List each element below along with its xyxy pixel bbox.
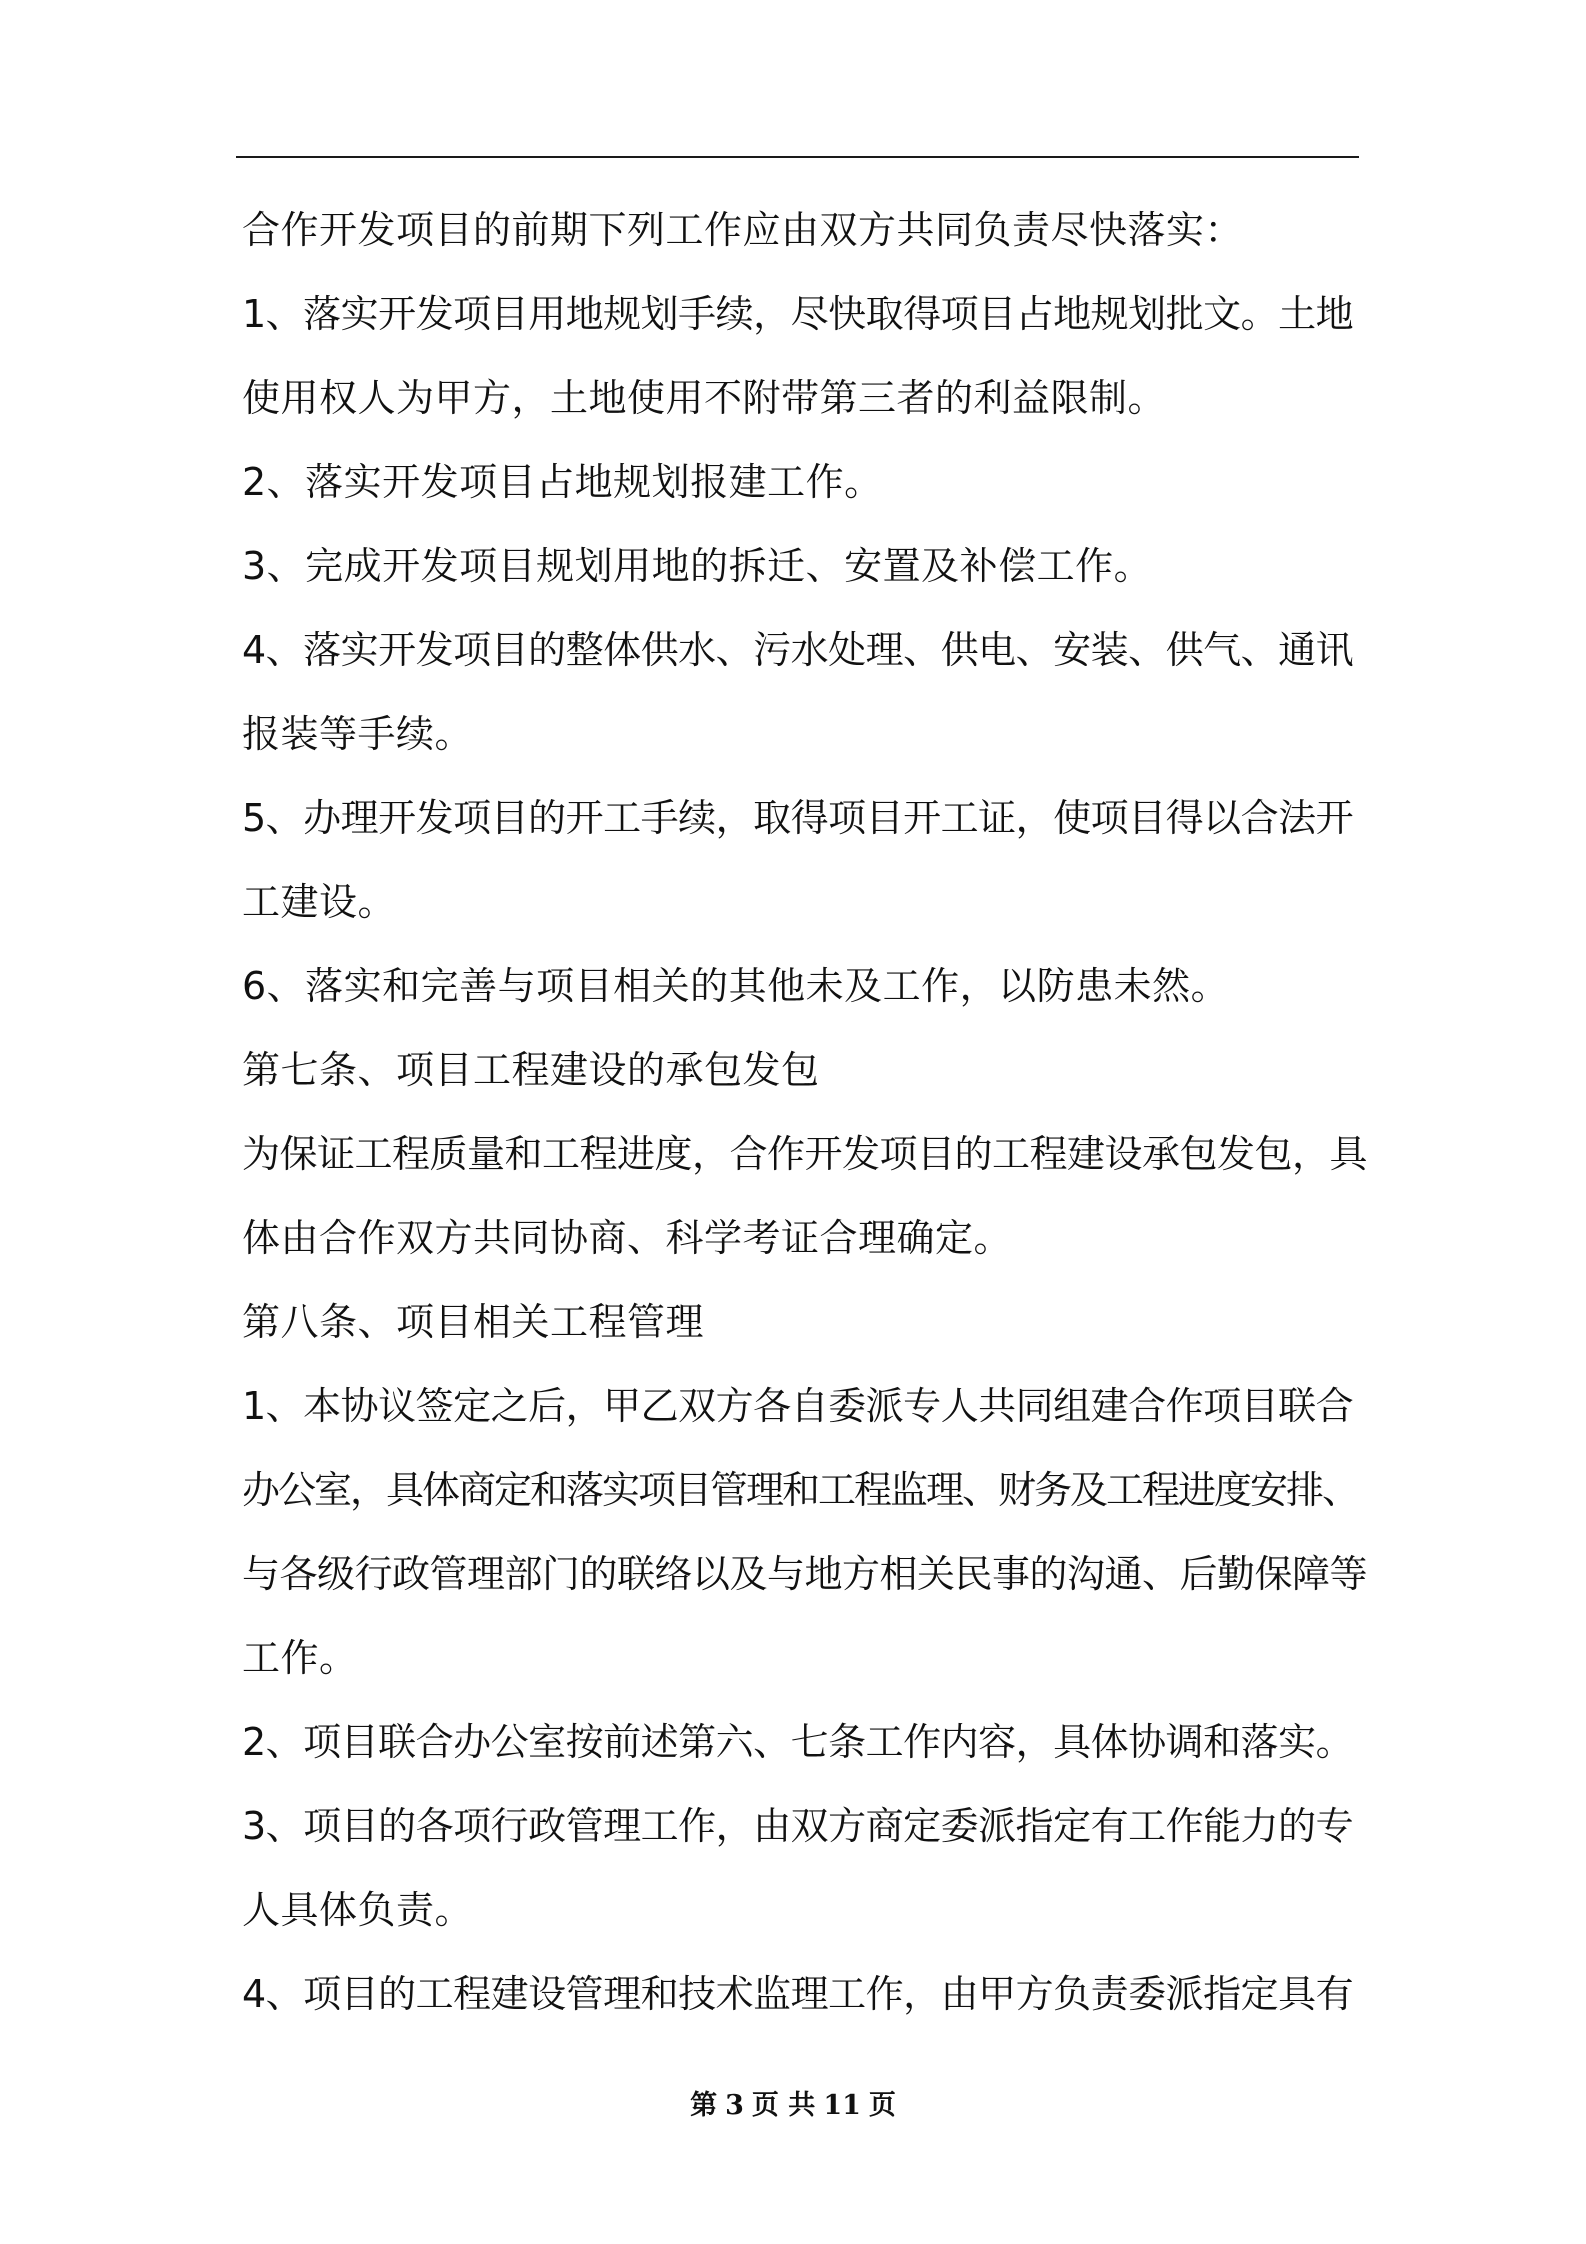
footer-prefix: 第 — [690, 2090, 718, 2121]
body-line: 3、完成开发项目规划用地的拆迁、安置及补偿工作。 — [242, 544, 1153, 588]
page-footer — [0, 2086, 1586, 2126]
body-line: 2、落实开发项目占地规划报建工作。 — [242, 460, 883, 504]
header-rule — [236, 156, 1359, 158]
body-line: 3、项目的各项行政管理工作，由双方商定委派指定有工作能力的专 — [242, 1804, 1354, 1848]
body-line: 工作。 — [242, 1636, 358, 1680]
section-heading: 第七条、项目工程建设的承包发包 — [242, 1048, 820, 1092]
section-heading: 第八条、项目相关工程管理 — [242, 1300, 705, 1344]
body-line: 4、项目的工程建设管理和技术监理工作，由甲方负责委派指定具有 — [242, 1972, 1354, 2016]
body-line: 4、落实开发项目的整体供水、污水处理、供电、安装、供气、通讯 — [242, 628, 1354, 672]
body-line: 6、落实和完善与项目相关的其他未及工作，以防患未然。 — [242, 964, 1230, 1008]
footer-middle: 页 共 — [751, 2090, 816, 2121]
body-line: 工建设。 — [242, 880, 397, 924]
body-line: 5、办理开发项目的开工手续，取得项目开工证，使项目得以合法开 — [242, 796, 1354, 840]
body-line: 1、本协议签定之后，甲乙双方各自委派专人共同组建合作项目联合 — [242, 1384, 1354, 1428]
footer-suffix: 页 — [868, 2090, 896, 2121]
body-line: 办公室，具体商定和落实项目管理和工程监理、财务及工程进度安排、 — [242, 1468, 1359, 1512]
body-line: 合作开发项目的前期下列工作应由双方共同负责尽快落实： — [242, 208, 1244, 252]
body-line: 与各级行政管理部门的联络以及与地方相关民事的沟通、后勤保障等 — [242, 1552, 1368, 1596]
body-line: 人具体负责。 — [242, 1888, 474, 1932]
total-page-count: 11 — [823, 2090, 861, 2121]
current-page-number: 3 — [725, 2090, 744, 2121]
body-line: 1、落实开发项目用地规划手续，尽快取得项目占地规划批文。土地 — [242, 292, 1354, 336]
body-line: 报装等手续。 — [242, 712, 474, 756]
document-body — [242, 198, 1367, 2046]
body-line: 2、项目联合办公室按前述第六、七条工作内容，具体协调和落实。 — [242, 1720, 1354, 1764]
body-line: 使用权人为甲方，土地使用不附带第三者的利益限制。 — [242, 376, 1167, 420]
body-line: 体由合作双方共同协商、科学考证合理确定。 — [242, 1216, 1013, 1260]
body-line: 为保证工程质量和工程进度，合作开发项目的工程建设承包发包，具 — [242, 1132, 1368, 1176]
